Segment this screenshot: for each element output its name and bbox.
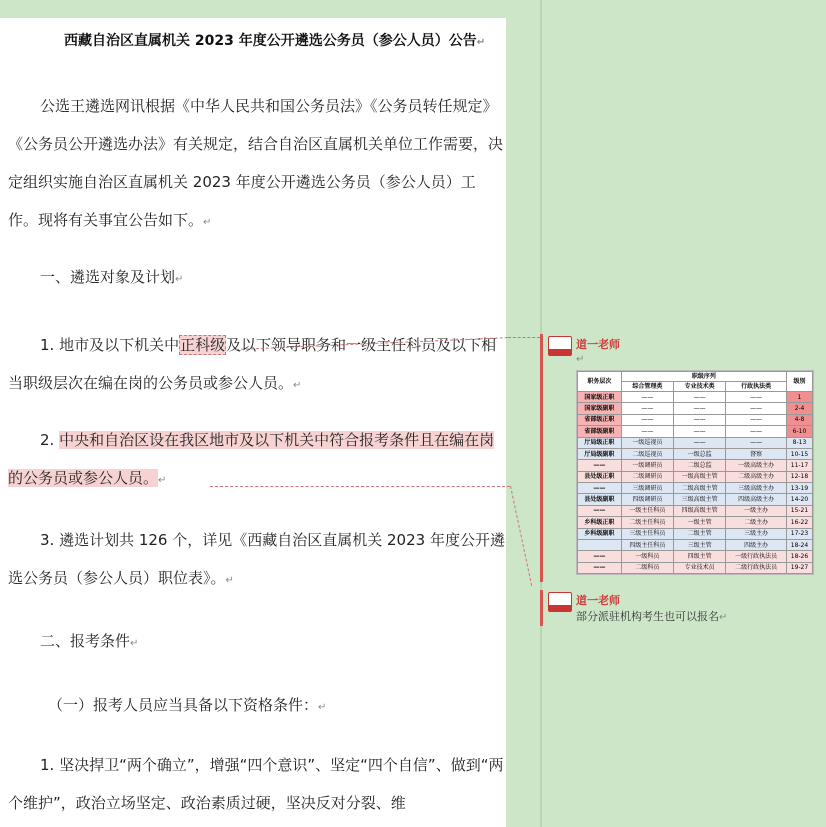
highlight-central-units[interactable]: 中央和自治区设在我区地市及以下机关中符合报考条件且在编在岗的公务员或参公人员。 bbox=[8, 431, 495, 487]
table-cell-grade: 18-24 bbox=[786, 539, 812, 550]
table-cell-grade: 17-23 bbox=[786, 528, 812, 539]
table-cell-level: 乡科级副职 bbox=[578, 528, 622, 539]
section-heading-2: 二、报考条件↵ bbox=[40, 632, 139, 650]
rank-table bbox=[577, 371, 813, 574]
subsection-heading-1: （一）报考人员应当具备以下资格条件：↵ bbox=[48, 696, 327, 714]
table-cell-c3: —— bbox=[726, 403, 787, 414]
rank-table-image bbox=[576, 370, 814, 575]
table-cell-c1: 三级调研员 bbox=[621, 483, 673, 494]
table-cell-level: —— bbox=[578, 483, 622, 494]
table-cell-c3: —— bbox=[726, 426, 787, 437]
table-cell-c1: —— bbox=[621, 403, 673, 414]
table-cell-c1: 一级巡视员 bbox=[621, 437, 673, 448]
table-cell-c2: —— bbox=[674, 403, 726, 414]
table-cell-c1: —— bbox=[621, 392, 673, 403]
table-cell-c2: —— bbox=[674, 392, 726, 403]
table-cell-grade: 1 bbox=[786, 392, 812, 403]
table-cell-level: —— bbox=[578, 551, 622, 562]
table-cell-c1: 二级主任科员 bbox=[621, 517, 673, 528]
table-row bbox=[578, 471, 813, 482]
table-cell-c1: 一级科员 bbox=[621, 551, 673, 562]
table-cell-grade: 12-18 bbox=[786, 471, 812, 482]
table-cell-c1: 二级调研员 bbox=[621, 471, 673, 482]
table-cell-level: —— bbox=[578, 505, 622, 516]
table-row bbox=[578, 528, 813, 539]
table-cell-c1: 二级巡视员 bbox=[621, 448, 673, 459]
table-cell-c1: 一级调研员 bbox=[621, 460, 673, 471]
table-cell-grade: 11-17 bbox=[786, 460, 812, 471]
comment-leader-2b bbox=[510, 486, 532, 586]
table-cell-level: 国家级副职 bbox=[578, 403, 622, 414]
table-cell-c3: 督察 bbox=[726, 448, 787, 459]
table-cell-c3: 四级主办 bbox=[726, 539, 787, 550]
table-cell-c2: —— bbox=[674, 437, 726, 448]
table-cell-level: —— bbox=[578, 562, 622, 573]
table-cell-level: 厅局级正职 bbox=[578, 437, 622, 448]
table-cell-grade: 18-26 bbox=[786, 551, 812, 562]
table-row bbox=[578, 539, 813, 550]
table-cell-c3: 二级行政执法员 bbox=[726, 562, 787, 573]
table-cell-level: —— bbox=[578, 460, 622, 471]
table-cell-c2: —— bbox=[674, 426, 726, 437]
comment-1-bar bbox=[540, 334, 543, 582]
table-cell-grade: 14-20 bbox=[786, 494, 812, 505]
comment-1-avatar bbox=[548, 336, 572, 356]
table-cell-c3: —— bbox=[726, 392, 787, 403]
comment-2-author: 道一老师 bbox=[576, 594, 620, 607]
document-title: 西藏自治区直属机关 2023 年度公开遴选公务员（参公人员）公告↵ bbox=[64, 33, 486, 49]
table-cell-level: 县处级正职 bbox=[578, 471, 622, 482]
table-cell-c1: —— bbox=[621, 426, 673, 437]
table-cell-c2: 二级高级主管 bbox=[674, 483, 726, 494]
table-header-level: 职务层次 bbox=[578, 372, 622, 392]
table-cell-grade: 2-4 bbox=[786, 403, 812, 414]
table-row bbox=[578, 483, 813, 494]
table-cell-grade: 15-21 bbox=[786, 505, 812, 516]
table-row bbox=[578, 448, 813, 459]
document-page[interactable] bbox=[0, 18, 506, 827]
table-cell-level: 厅局级副职 bbox=[578, 448, 622, 459]
table-cell-c2: 四级主管 bbox=[674, 551, 726, 562]
table-cell-c3: 三级主办 bbox=[726, 528, 787, 539]
table-cell-c2: 一级高级主管 bbox=[674, 471, 726, 482]
table-row bbox=[578, 551, 813, 562]
table-row bbox=[578, 403, 813, 414]
comment-leader-1b bbox=[508, 337, 540, 338]
table-row bbox=[578, 505, 813, 516]
table-cell-c2: 三级高级主管 bbox=[674, 494, 726, 505]
table-cell-c3: 三级高级主办 bbox=[726, 483, 787, 494]
table-cell-level: 省部级正职 bbox=[578, 414, 622, 425]
comment-1-text: ↵ bbox=[576, 354, 585, 365]
item-3-paragraph: 3. 遴选计划共 126 个，详见《西藏自治区直属机关 2023 年度公开遴选公务员（参公人员）职位表》。↵ bbox=[8, 531, 505, 587]
table-row bbox=[578, 460, 813, 471]
table-row bbox=[578, 494, 813, 505]
table-subheader: 行政执法类 bbox=[726, 382, 787, 392]
table-cell-c2: 二级主管 bbox=[674, 528, 726, 539]
table-cell-c1: 四级调研员 bbox=[621, 494, 673, 505]
table-row bbox=[578, 426, 813, 437]
table-cell-grade: 10-15 bbox=[786, 448, 812, 459]
table-cell-c2: 三级主管 bbox=[674, 539, 726, 550]
table-cell-grade: 13-19 bbox=[786, 483, 812, 494]
item-1-paragraph: 1. 地市及以下机关中正科级及以下领导职务和一级主任科员及以下相当职级层次在编在岗的公务员或参公人员。↵ bbox=[8, 336, 497, 392]
table-row bbox=[578, 437, 813, 448]
table-cell-c3: 一级高级主办 bbox=[726, 460, 787, 471]
table-cell-grade: 16-22 bbox=[786, 517, 812, 528]
table-subheader: 综合管理类 bbox=[621, 382, 673, 392]
table-cell-c3: 二级高级主办 bbox=[726, 471, 787, 482]
table-cell-c3: 一级行政执法员 bbox=[726, 551, 787, 562]
table-cell-level: 县处级副职 bbox=[578, 494, 622, 505]
table-subheader: 专业技术类 bbox=[674, 382, 726, 392]
table-cell-grade: 19-27 bbox=[786, 562, 812, 573]
table-row bbox=[578, 392, 813, 403]
table-row bbox=[578, 517, 813, 528]
table-cell-level: 省部级副职 bbox=[578, 426, 622, 437]
table-cell-c3: —— bbox=[726, 437, 787, 448]
comment-leader-2 bbox=[210, 486, 510, 487]
table-cell-c1: 一级主任科员 bbox=[621, 505, 673, 516]
table-cell-c1: 三级主任科员 bbox=[621, 528, 673, 539]
table-cell-c1: 二级科员 bbox=[621, 562, 673, 573]
table-cell-grade: 8-13 bbox=[786, 437, 812, 448]
table-cell-level bbox=[578, 539, 622, 550]
table-header-grade: 级别 bbox=[786, 372, 812, 392]
table-cell-c2: 一级总监 bbox=[674, 448, 726, 459]
table-cell-c2: 四级高级主管 bbox=[674, 505, 726, 516]
item-2-paragraph: 2. 中央和自治区设在我区地市及以下机关中符合报考条件且在编在岗的公务员或参公人员。↵ bbox=[8, 431, 495, 487]
table-header-seq: 职级序列 bbox=[621, 372, 786, 382]
table-cell-c3: 一级主办 bbox=[726, 505, 787, 516]
table-cell-c2: —— bbox=[674, 414, 726, 425]
condition-1-paragraph: 1. 坚决捍卫“两个确立”，增强“四个意识”、坚定“四个自信”、做到“两个维护”，政治立场坚定、政治素质过硬，坚决反对分裂、维 bbox=[8, 756, 504, 812]
table-cell-c2: 二级总监 bbox=[674, 460, 726, 471]
table-cell-c2: 一级主管 bbox=[674, 517, 726, 528]
section-heading-1: 一、遴选对象及计划↵ bbox=[40, 268, 184, 286]
comment-2-avatar bbox=[548, 592, 572, 612]
table-cell-c3: —— bbox=[726, 414, 787, 425]
table-cell-c3: 四级高级主办 bbox=[726, 494, 787, 505]
table-cell-c1: 四级主任科员 bbox=[621, 539, 673, 550]
table-cell-c3: 二级主办 bbox=[726, 517, 787, 528]
intro-paragraph: 公选王遴选网讯根据《中华人民共和国公务员法》《公务员转任规定》《公务员公开遴选办法》有关规定，结合自治区直属机关单位工作需要，决定组织实施自治区直属机关 2023 年度公开遴选公务员（参公人员）工作。现将有关事宜公告如下。↵ bbox=[8, 97, 504, 229]
table-cell-level: 乡科级正职 bbox=[578, 517, 622, 528]
table-cell-c2: 专业技术员 bbox=[674, 562, 726, 573]
comment-1-author: 道一老师 bbox=[576, 338, 620, 351]
table-cell-grade: 4-8 bbox=[786, 414, 812, 425]
table-row bbox=[578, 562, 813, 573]
table-row bbox=[578, 414, 813, 425]
highlight-zhengkeji[interactable]: 正科级 bbox=[180, 336, 226, 354]
table-cell-c1: —— bbox=[621, 414, 673, 425]
table-cell-level: 国家级正职 bbox=[578, 392, 622, 403]
comment-2-bar bbox=[540, 590, 543, 626]
comment-2-text: 部分派驻机构考生也可以报名↵ bbox=[576, 610, 728, 623]
table-cell-grade: 6-10 bbox=[786, 426, 812, 437]
